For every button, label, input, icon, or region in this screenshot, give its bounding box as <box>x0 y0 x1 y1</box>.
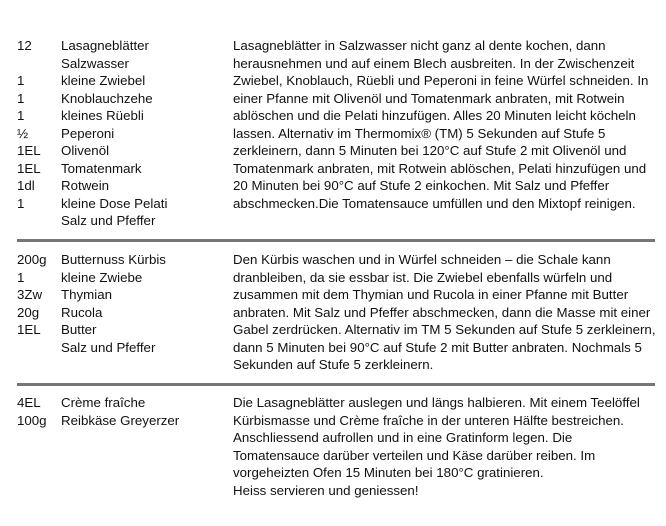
instruction-line: Gabel zerdrücken. Alternativ im TM 5 Sekunden auf Stufe 5 zerkleinern, <box>233 322 656 337</box>
ingredient-qty: 1 <box>17 269 25 285</box>
ingredient-qty: 100g <box>17 412 47 428</box>
instruction-line: lassen. Alternativ im Thermomix® (TM) 5 Sekunden auf Stufe 5 <box>233 125 606 141</box>
section-divider <box>17 239 655 242</box>
ingredient-row <box>0 286 230 304</box>
ingredient-row <box>0 321 230 339</box>
instruction-text <box>233 394 663 499</box>
instruction-line: Lasagneblätter in Salzwasser nicht ganz al dente kochen, dann <box>233 38 606 53</box>
instruction-line: zerkleinern, dann 5 Minuten bei 120°C auf Stufe 2 mit Olivenöl und <box>233 143 627 158</box>
ingredient-qty: 200g <box>17 252 47 267</box>
ingredient-name: Butter <box>61 322 97 337</box>
ingredient-name: Thymian <box>61 287 112 302</box>
ingredient-name: kleine Dose Pelati <box>61 195 168 211</box>
instruction-line: vorgeheizten Ofen 15 Minuten bei 180°C gratinieren. <box>233 465 544 480</box>
ingredient-name: kleine Zwiebe <box>61 269 143 285</box>
instruction-line: Anschliessend aufrollen und in eine Gratinform legen. Die <box>233 430 573 445</box>
ingredient-qty: 1 <box>17 108 25 123</box>
instruction-line: dranbleiben, da sie essbar ist. Die Zwiebel ebenfalls würfeln und <box>233 269 613 285</box>
ingredient-row <box>0 339 230 357</box>
ingredient-qty: 1EL <box>17 160 41 176</box>
ingredient-name: kleines Rüebli <box>61 108 144 123</box>
ingredient-name: Salz und Pfeffer <box>61 213 156 228</box>
instruction-line: Tomatensauce darüber verteilen und Käse darüber reiben. Im <box>233 447 596 463</box>
ingredient-qty: 1EL <box>17 143 41 158</box>
ingredient-name: Olivenöl <box>61 143 110 158</box>
instruction-text <box>233 251 663 374</box>
instruction-line: einer Pfanne mit Olivenöl und Tomatenmark anbraten, mit Rotwein <box>233 90 625 106</box>
ingredient-name: Reibkäse Greyerzer <box>61 412 180 428</box>
ingredient-row <box>0 251 230 269</box>
ingredient-qty: 1 <box>17 90 25 106</box>
ingredient-row <box>0 90 230 108</box>
instruction-line: dann 5 Minuten bei 90°C auf Stufe 2 mit Butter anbraten. Nochmals 5 <box>233 339 642 355</box>
ingredient-qty: 1dl <box>17 178 35 193</box>
ingredient-name: Peperoni <box>61 125 115 141</box>
ingredient-qty: 12 <box>17 38 32 53</box>
ingredient-qty: 20g <box>17 304 40 320</box>
ingredient-row <box>0 160 230 178</box>
ingredient-row <box>0 195 230 213</box>
ingredient-row <box>0 304 230 322</box>
ingredient-qty: 4EL <box>17 395 41 410</box>
instruction-line: Heiss servieren und geniessen! <box>233 482 419 498</box>
section-divider <box>17 383 655 386</box>
ingredient-name: Rucola <box>61 304 103 320</box>
ingredient-list <box>0 251 230 356</box>
ingredient-list <box>0 37 230 230</box>
ingredient-qty: ½ <box>17 125 29 141</box>
ingredient-name: Crème fraîche <box>61 395 146 410</box>
instruction-line: Zwiebel, Knoblauch, Rüebli und Peperoni in feine Würfel schneiden. In <box>233 73 649 88</box>
ingredient-name: kleine Zwiebel <box>61 73 146 88</box>
ingredient-row <box>0 125 230 143</box>
instruction-line: Sekunden auf Stufe 5 zerkleinern. <box>233 357 434 372</box>
ingredient-name: Knoblauchzehe <box>61 90 153 106</box>
ingredient-row <box>0 37 230 55</box>
ingredient-qty: 3Zw <box>17 287 43 302</box>
instruction-line: Die Lasagneblätter auslegen und längs halbieren. Mit einem Teelöffel <box>233 395 640 410</box>
ingredient-qty: 1EL <box>17 322 41 337</box>
ingredient-name: Rotwein <box>61 178 110 193</box>
instruction-line: Tomatenmark anbraten, mit Rotwein ablöschen, Pelati hinzufügen und <box>233 160 647 176</box>
instruction-line: anbraten. Mit Salz und Pfeffer abschmecken, dann die Masse mit einer <box>233 304 651 320</box>
instruction-line: 20 Minuten bei 90°C auf Stufe 2 einkochen. Mit Salz und Pfeffer <box>233 178 610 193</box>
ingredient-row <box>0 142 230 160</box>
ingredient-qty: 1 <box>17 73 25 88</box>
ingredient-name: Butternuss Kürbis <box>61 252 166 267</box>
ingredient-name: Salzwasser <box>61 55 129 71</box>
instruction-line: abschmecken.Die Tomatensauce umfüllen und den Mixtopf reinigen. <box>233 195 636 211</box>
ingredient-row <box>0 177 230 195</box>
ingredient-row <box>0 55 230 73</box>
ingredient-row <box>0 412 230 430</box>
ingredient-row <box>0 269 230 287</box>
instruction-text <box>233 37 663 212</box>
ingredient-name: Salz und Pfeffer <box>61 339 156 355</box>
ingredient-qty: 1 <box>17 195 25 211</box>
instruction-line: ablöschen und die Pelati hinzufügen. Alles 20 Minuten leicht köcheln <box>233 108 636 123</box>
instruction-line: herausnehmen und auf einem Blech ausbreiten. In der Zwischenzeit <box>233 55 635 71</box>
ingredient-row <box>0 107 230 125</box>
ingredient-name: Tomatenmark <box>61 160 142 176</box>
ingredient-row <box>0 212 230 230</box>
ingredient-name: Lasagneblätter <box>61 38 149 53</box>
ingredient-list <box>0 394 230 429</box>
instruction-line: Kürbismasse und Crème fraîche in der unteren Hälfte bestreichen. <box>233 412 624 428</box>
ingredient-row <box>0 72 230 90</box>
instruction-line: zusammen mit dem Thymian und Rucola in einer Pfanne mit Butter <box>233 287 629 302</box>
instruction-line: Den Kürbis waschen und in Würfel schneiden – die Schale kann <box>233 252 611 267</box>
ingredient-row <box>0 394 230 412</box>
